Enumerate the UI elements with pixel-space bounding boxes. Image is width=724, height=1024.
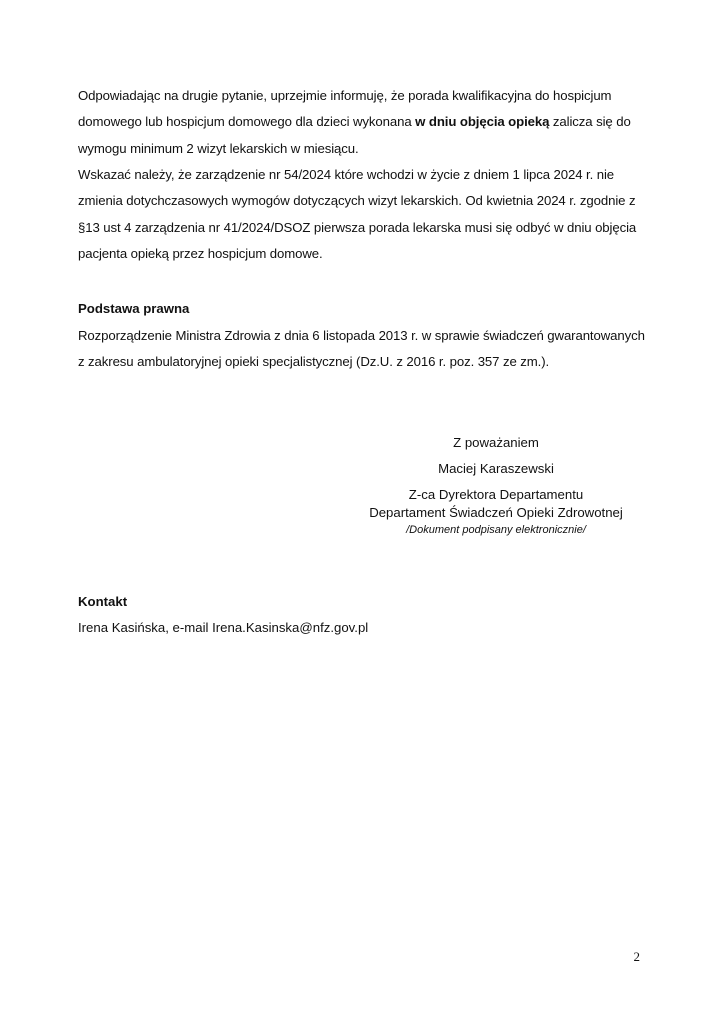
paragraph-regulation: Wskazać należy, że zarządzenie nr 54/2024 które wchodzi w życie z dniem 1 lipca 2024 r. nie zmienia dotychczasowych wymogów dotyczących wizyt lekarskich. Od kwietnia 2024 r. zgodnie z §13 ust 4 zarządzenia nr 41/2024/DSOZ pierwsza porada lekarska musi się odbyć w dniu objęcia pacjenta opieką przez hospicjum domowe.	[78, 167, 637, 262]
page-number: 2	[633, 949, 640, 964]
contact-line: Irena Kasińska, e-mail Irena.Kasinska@nfz.gov.pl	[78, 620, 369, 635]
paragraph-text-after: zalicza się do wymogu minimum 2 wizyt lekarskich w miesiącu.	[78, 114, 631, 156]
signature-department: Departament Świadczeń Opieki Zdrowotnej	[369, 505, 623, 520]
paragraph-text-before: Odpowiadając na drugie pytanie, uprzejmie informuję, że porada kwalifikacyjna do hospicjum domowego lub hospicjum domowego dla dzieci wykonana	[78, 88, 612, 130]
signature-greeting: Z poważaniem	[453, 435, 539, 450]
paragraph-consultation	[78, 83, 648, 162]
legal-basis-text: Rozporządzenie Ministra Zdrowia z dnia 6 listopada 2013 r. w sprawie świadczeń gwarantowanych z zakresu ambulatoryjnej opieki specjalistycznej (Dz.U. z 2016 r. poz. 357 ze zm.).	[78, 328, 645, 370]
signature-title: Z-ca Dyrektora Departamentu	[408, 487, 584, 502]
contact-heading: Kontakt	[78, 594, 128, 609]
paragraph-bold-phrase: w dniu objęcia opieką	[415, 114, 550, 130]
signature-note: /Dokument podpisany elektronicznie/	[406, 524, 586, 536]
legal-basis-heading: Podstawa prawna	[78, 301, 190, 316]
signature-name: Maciej Karaszewski	[438, 461, 554, 476]
